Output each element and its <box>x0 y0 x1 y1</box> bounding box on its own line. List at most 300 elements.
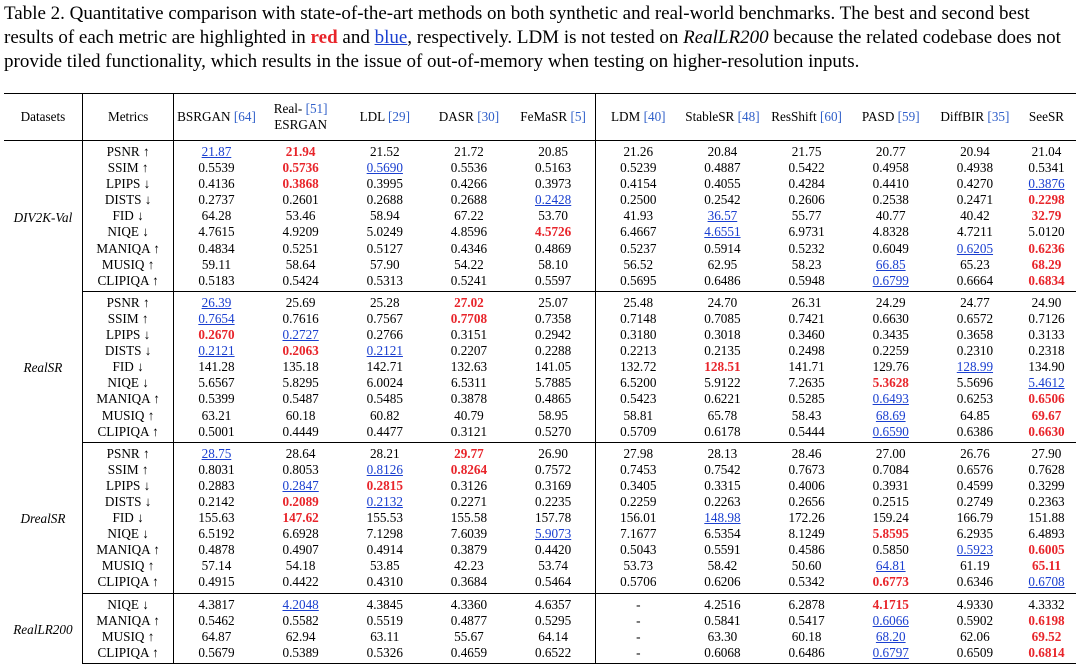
value-cell: 0.6346 <box>933 574 1017 593</box>
value-cell: 4.3360 <box>450 596 488 612</box>
value-cell: 0.8126 <box>366 461 403 477</box>
table-row <box>4 359 1076 375</box>
value-cell: 0.2766 <box>366 327 403 343</box>
value-cell: 0.4907 <box>282 542 319 558</box>
value-cell: 0.2089 <box>282 493 319 509</box>
value-cell: 7.1677 <box>620 526 657 542</box>
value-cell: 0.5389 <box>259 645 343 664</box>
value-cell: 0.6814 <box>1017 645 1076 664</box>
value-cell: 27.98 <box>623 445 654 461</box>
value-cell: 0.3878 <box>450 391 488 407</box>
value-cell: 62.06 <box>960 628 990 644</box>
method-name: SeeSR <box>1028 109 1065 124</box>
value-cell: 0.2132 <box>366 493 403 509</box>
value-cell: 41.93 <box>623 208 654 224</box>
value-cell: 0.6486 <box>765 645 849 664</box>
value-cell: 0.2063 <box>282 343 319 359</box>
value-cell: 0.7567 <box>366 310 403 326</box>
metric-label: PSNR ↑ <box>82 141 174 161</box>
header-datasets: Datasets <box>4 94 82 141</box>
value-cell: 5.9073 <box>511 526 596 542</box>
table-row <box>4 494 1076 510</box>
value-cell: 6.9731 <box>788 224 825 240</box>
value-cell: 21.75 <box>791 144 822 159</box>
value-cell: 6.0024 <box>366 375 403 391</box>
value-cell: 0.4422 <box>259 574 343 593</box>
value-cell: 0.4659 <box>427 645 511 664</box>
value-cell: - <box>636 628 641 644</box>
value-cell: 0.4878 <box>198 542 235 558</box>
value-cell: 26.31 <box>791 294 822 310</box>
method-name: Real- <box>273 101 303 116</box>
value-cell: 5.8295 <box>282 375 319 391</box>
value-cell: 0.6708 <box>1017 574 1076 593</box>
value-cell: 0.7572 <box>511 462 596 478</box>
value-cell: 27.00 <box>875 445 906 461</box>
value-cell: 0.5423 <box>620 391 657 407</box>
metric-label: LPIPS ↓ <box>82 327 174 343</box>
value-cell: 0.2542 <box>704 192 741 208</box>
value-cell: 68.69 <box>875 407 906 423</box>
value-cell: 65.11 <box>1032 558 1061 574</box>
value-cell: 4.6551 <box>704 224 741 240</box>
table-row <box>4 593 1076 613</box>
value-cell: 0.4869 <box>511 241 596 257</box>
table-row <box>4 160 1076 176</box>
value-cell: 0.5462 <box>198 612 235 628</box>
metric-label: NIQE ↓ <box>82 224 174 240</box>
value-cell: 0.3931 <box>872 477 909 493</box>
value-cell: 68.20 <box>875 628 906 644</box>
metric-label: CLIPIQA ↑ <box>82 273 174 292</box>
method-citation: [60] <box>819 109 842 124</box>
value-cell: 5.0249 <box>366 224 403 240</box>
value-cell: 0.6506 <box>1028 391 1065 407</box>
metric-label: DISTS ↓ <box>82 494 174 510</box>
value-cell: 63.11 <box>370 628 400 644</box>
value-cell: 0.5127 <box>366 240 403 256</box>
value-cell: 0.7628 <box>1028 461 1065 477</box>
dataset-label: DIV2K-Val <box>4 141 82 292</box>
header-row <box>4 94 1076 141</box>
value-cell: 135.18 <box>282 359 319 375</box>
value-cell: 0.3121 <box>427 424 511 443</box>
value-cell: 0.2601 <box>282 192 319 208</box>
value-cell: 26.90 <box>511 442 596 462</box>
value-cell: 0.2428 <box>511 192 596 208</box>
value-cell: 40.79 <box>454 407 484 423</box>
value-cell: 4.2516 <box>704 596 741 612</box>
value-cell: 0.7542 <box>704 461 741 477</box>
value-cell: 64.87 <box>201 628 232 644</box>
value-cell: 0.5417 <box>788 612 825 628</box>
value-cell: 4.9330 <box>956 596 994 612</box>
value-cell: 28.13 <box>707 445 738 461</box>
value-cell: 0.2737 <box>198 192 235 208</box>
method-name: BSRGAN <box>177 109 231 124</box>
value-cell: 0.7421 <box>788 310 825 326</box>
value-cell: 0.5923 <box>956 542 994 558</box>
value-cell: 20.77 <box>875 144 906 159</box>
value-cell: 0.6486 <box>680 273 764 292</box>
value-cell: 0.6630 <box>1017 424 1076 443</box>
value-cell: 60.82 <box>369 407 400 423</box>
value-cell: 0.3133 <box>1028 327 1065 343</box>
method-name: DiffBIR <box>940 109 985 124</box>
table-row <box>4 558 1076 574</box>
value-cell: 5.0120 <box>1028 224 1065 240</box>
value-cell: 0.5487 <box>282 391 319 407</box>
value-cell: 0.2363 <box>1028 493 1065 509</box>
value-cell: 141.28 <box>198 359 235 375</box>
value-cell: 24.29 <box>875 294 906 310</box>
value-cell: 0.4154 <box>620 176 657 192</box>
value-cell: 0.7126 <box>1028 310 1065 326</box>
value-cell: 0.6630 <box>872 310 909 326</box>
caption-part-3: , respectively. LDM is not tested on <box>407 27 684 48</box>
metric-label: MANIQA ↑ <box>82 391 174 407</box>
method-citation: [51] <box>305 101 328 116</box>
dataset-label: RealLR200 <box>4 593 82 663</box>
value-cell: 0.5342 <box>765 574 849 593</box>
value-cell: 0.5232 <box>788 240 825 256</box>
value-cell: 5.7885 <box>511 375 596 391</box>
value-cell: 20.94 <box>960 144 990 159</box>
table-row <box>4 462 1076 478</box>
value-cell: 0.5399 <box>198 391 235 407</box>
metric-label: DISTS ↓ <box>82 192 174 208</box>
value-cell: 28.75 <box>201 445 232 461</box>
caption-part-4: because the related codebase does not provide tiled functionality, which results in the issue of out-of-memory when testing on higher-resolution inputs. <box>4 27 1061 72</box>
value-cell: 0.5539 <box>198 160 235 176</box>
value-cell: 58.64 <box>285 256 316 272</box>
value-cell: 0.6493 <box>872 391 909 407</box>
value-cell: 26.76 <box>960 445 990 461</box>
value-cell: 0.5163 <box>511 160 596 176</box>
value-cell: 65.78 <box>707 407 738 423</box>
value-cell: 0.2259 <box>872 343 909 359</box>
value-cell: 0.2121 <box>198 343 235 359</box>
value-cell: 63.21 <box>201 407 232 423</box>
value-cell: 0.5326 <box>343 645 427 664</box>
table-row <box>4 542 1076 558</box>
header-method <box>849 94 933 141</box>
value-cell: 0.5043 <box>620 542 657 558</box>
table-row <box>4 424 1076 443</box>
value-cell: 60.18 <box>285 407 316 423</box>
value-cell: 147.62 <box>282 510 319 526</box>
value-cell: 0.5183 <box>174 273 259 292</box>
value-cell: 57.14 <box>201 558 232 574</box>
table-row <box>4 208 1076 224</box>
value-cell: 4.3845 <box>366 596 403 612</box>
value-cell: 0.4915 <box>174 574 259 593</box>
method-citation: [48] <box>737 109 760 124</box>
value-cell: 28.21 <box>369 445 400 461</box>
value-cell: 0.6206 <box>680 574 764 593</box>
value-cell: 0.6253 <box>956 391 994 407</box>
value-cell: 0.2749 <box>956 493 994 509</box>
value-cell: 0.7708 <box>450 310 488 326</box>
value-cell: 20.84 <box>707 144 738 159</box>
value-cell: 0.3658 <box>956 327 994 343</box>
value-cell: 58.81 <box>623 407 654 423</box>
table-row <box>4 327 1076 343</box>
metric-label: NIQE ↓ <box>82 593 174 613</box>
method-name: FeMaSR <box>520 109 568 124</box>
metric-label: MUSIQ ↑ <box>82 629 174 645</box>
value-cell: 0.5285 <box>788 391 825 407</box>
value-cell: - <box>636 596 641 612</box>
value-cell: 0.2213 <box>620 343 657 359</box>
value-cell: 0.5422 <box>788 160 825 176</box>
value-cell: 0.4938 <box>956 160 994 176</box>
value-cell: 0.6576 <box>956 461 994 477</box>
value-cell: 4.6357 <box>511 593 596 613</box>
table-row <box>4 510 1076 526</box>
value-cell: 21.94 <box>285 144 316 159</box>
metric-label: NIQE ↓ <box>82 526 174 542</box>
metric-label: NIQE ↓ <box>82 375 174 391</box>
value-cell: 57.90 <box>369 256 400 272</box>
value-cell: 0.2656 <box>788 493 825 509</box>
value-cell: 29.77 <box>454 445 484 461</box>
table-row <box>4 224 1076 240</box>
value-cell: 28.64 <box>285 445 316 461</box>
value-cell: 6.4667 <box>620 224 657 240</box>
table-row <box>4 192 1076 208</box>
value-cell: 20.85 <box>511 141 596 161</box>
dataset-label: RealSR <box>4 291 82 442</box>
method-citation: [5] <box>570 109 586 124</box>
value-cell: 5.4612 <box>1028 375 1065 391</box>
value-cell: 21.04 <box>1031 144 1062 159</box>
value-cell: 0.2471 <box>956 192 994 208</box>
header-metrics: Metrics <box>82 94 174 141</box>
header-method <box>511 94 596 141</box>
value-cell: 0.4599 <box>956 477 994 493</box>
value-cell: 0.5536 <box>450 160 488 176</box>
value-cell: 0.5001 <box>174 424 259 443</box>
value-cell: 0.4914 <box>366 542 403 558</box>
metric-label: SSIM ↑ <box>82 311 174 327</box>
value-cell: 64.81 <box>875 558 906 574</box>
value-cell: - <box>596 645 681 664</box>
value-cell: 0.2263 <box>704 493 741 509</box>
method-name: ResShift <box>771 109 817 124</box>
value-cell: 0.4958 <box>872 160 909 176</box>
value-cell: 0.6799 <box>849 273 933 292</box>
value-cell: 0.3995 <box>366 176 403 192</box>
value-cell: 0.4055 <box>704 176 741 192</box>
table-row <box>4 141 1076 161</box>
table-row <box>4 257 1076 273</box>
value-cell: 128.99 <box>956 359 994 375</box>
value-cell: - <box>636 612 641 628</box>
value-cell: 0.5519 <box>366 612 403 628</box>
value-cell: 0.4284 <box>788 176 825 192</box>
value-cell: 0.4310 <box>343 574 427 593</box>
table-row <box>4 478 1076 494</box>
value-cell: 0.2883 <box>198 477 235 493</box>
value-cell: 0.5295 <box>511 613 596 629</box>
value-cell: 65.23 <box>960 256 990 272</box>
table-row <box>4 442 1076 462</box>
value-cell: 0.4887 <box>704 160 741 176</box>
value-cell: 53.70 <box>511 208 596 224</box>
value-cell: 0.3868 <box>282 176 319 192</box>
value-cell: 21.87 <box>201 144 232 159</box>
value-cell: 0.3299 <box>1028 477 1065 493</box>
value-cell: 8.1249 <box>788 526 825 542</box>
value-cell: 172.26 <box>788 510 825 526</box>
value-cell: 0.3126 <box>450 477 488 493</box>
table-caption <box>4 2 1076 74</box>
value-cell: 27.90 <box>1031 445 1062 461</box>
table-row <box>4 311 1076 327</box>
value-cell: 0.5485 <box>366 391 403 407</box>
value-cell: 0.8053 <box>282 461 319 477</box>
value-cell: 63.30 <box>707 628 738 644</box>
value-cell: 134.90 <box>1028 359 1065 375</box>
value-cell: 64.85 <box>960 407 990 423</box>
value-cell: 128.51 <box>704 359 741 375</box>
comparison-table <box>4 93 1076 664</box>
value-cell: 0.6236 <box>1028 240 1065 256</box>
method-name: LDL <box>359 109 385 124</box>
value-cell: 0.6386 <box>933 424 1017 443</box>
value-cell: 4.7211 <box>957 224 993 240</box>
value-cell: 0.6509 <box>933 645 1017 664</box>
header-method <box>680 94 764 141</box>
value-cell: 0.5444 <box>765 424 849 443</box>
value-cell: 0.5690 <box>366 160 403 176</box>
caption-part-2: and <box>337 27 375 48</box>
value-cell: 0.3180 <box>620 327 657 343</box>
value-cell: 42.23 <box>454 558 484 574</box>
value-cell: 0.5695 <box>596 273 681 292</box>
value-cell: 58.23 <box>791 256 822 272</box>
table-row <box>4 391 1076 407</box>
value-cell: 6.4893 <box>1028 526 1065 542</box>
metric-label: MUSIQ ↑ <box>82 257 174 273</box>
value-cell: 5.6567 <box>198 375 235 391</box>
metric-label: PSNR ↑ <box>82 291 174 311</box>
value-cell: 0.5841 <box>704 612 741 628</box>
value-cell: 21.72 <box>454 144 484 159</box>
value-cell: 4.9209 <box>282 224 319 240</box>
value-cell: 0.5237 <box>620 240 657 256</box>
caption-blue-word: blue <box>374 27 408 48</box>
metric-label: FID ↓ <box>82 510 174 526</box>
value-cell: 0.3169 <box>511 478 596 494</box>
value-cell: 66.85 <box>875 256 906 272</box>
value-cell: 0.5706 <box>596 574 681 593</box>
value-cell: 21.26 <box>623 144 654 159</box>
value-cell: 0.4834 <box>198 240 235 256</box>
value-cell: 0.2298 <box>1028 192 1065 208</box>
value-cell: 0.3460 <box>788 327 825 343</box>
table-row <box>4 613 1076 629</box>
metric-label: DISTS ↓ <box>82 343 174 359</box>
value-cell: 155.53 <box>366 510 403 526</box>
value-cell: 0.6773 <box>849 574 933 593</box>
value-cell: 25.28 <box>369 294 400 310</box>
value-cell: 0.5597 <box>511 273 596 292</box>
value-cell: 0.4449 <box>259 424 343 443</box>
value-cell: 0.2515 <box>872 493 909 509</box>
value-cell: 40.77 <box>875 208 906 224</box>
value-cell: 0.6178 <box>680 424 764 443</box>
value-cell: 62.95 <box>707 256 738 272</box>
header-method <box>259 94 343 141</box>
method-citation: [40] <box>643 109 666 124</box>
value-cell: 159.24 <box>872 510 909 526</box>
value-cell: 69.67 <box>1031 407 1062 423</box>
value-cell: 61.19 <box>960 558 990 574</box>
table-row <box>4 241 1076 257</box>
value-cell: 155.63 <box>198 510 235 526</box>
caption-red-word: red <box>310 27 338 48</box>
value-cell: 58.95 <box>511 408 596 424</box>
value-cell: 0.5270 <box>511 424 596 443</box>
value-cell: 0.2310 <box>956 343 994 359</box>
value-cell: 28.46 <box>791 445 822 461</box>
metric-label: LPIPS ↓ <box>82 176 174 192</box>
value-cell: 4.3817 <box>198 596 235 612</box>
value-cell: 0.6049 <box>872 240 909 256</box>
value-cell: 0.7358 <box>511 311 596 327</box>
value-cell: 142.71 <box>366 359 403 375</box>
value-cell: 166.79 <box>956 510 994 526</box>
method-name: LDM <box>610 109 641 124</box>
value-cell: 58.10 <box>511 257 596 273</box>
value-cell: 7.1298 <box>366 526 403 542</box>
value-cell: 32.79 <box>1031 208 1062 224</box>
value-cell: 0.2688 <box>366 192 403 208</box>
value-cell: 0.2121 <box>366 343 403 359</box>
value-cell: 0.6068 <box>680 645 764 664</box>
value-cell: 155.58 <box>450 510 488 526</box>
value-cell: 4.2048 <box>282 596 319 612</box>
value-cell: 0.2847 <box>282 477 319 493</box>
value-cell: 4.5726 <box>511 224 596 240</box>
value-cell: 0.2271 <box>450 493 488 509</box>
value-cell: 0.5736 <box>282 160 319 176</box>
value-cell: 58.94 <box>369 208 400 224</box>
value-cell: 4.7615 <box>198 224 235 240</box>
table-row <box>4 375 1076 391</box>
value-cell: 0.5850 <box>872 542 909 558</box>
header-method <box>174 94 259 141</box>
value-cell: 0.2942 <box>511 327 596 343</box>
value-cell: 64.14 <box>511 629 596 645</box>
value-cell: 0.7616 <box>282 310 319 326</box>
value-cell: 0.5241 <box>427 273 511 292</box>
value-cell: 24.70 <box>707 294 738 310</box>
value-cell: 132.72 <box>620 359 657 375</box>
value-cell: 5.3628 <box>872 375 909 391</box>
value-cell: 0.5709 <box>596 424 681 443</box>
value-cell: 21.52 <box>369 144 400 159</box>
dataset-label: DrealSR <box>4 442 82 593</box>
value-cell: 0.7085 <box>704 310 741 326</box>
value-cell: 0.5679 <box>174 645 259 664</box>
value-cell: 0.8264 <box>450 461 488 477</box>
method-name-line2: ESRGAN <box>274 117 327 132</box>
value-cell: 4.8596 <box>450 224 488 240</box>
table-body <box>4 141 1076 664</box>
